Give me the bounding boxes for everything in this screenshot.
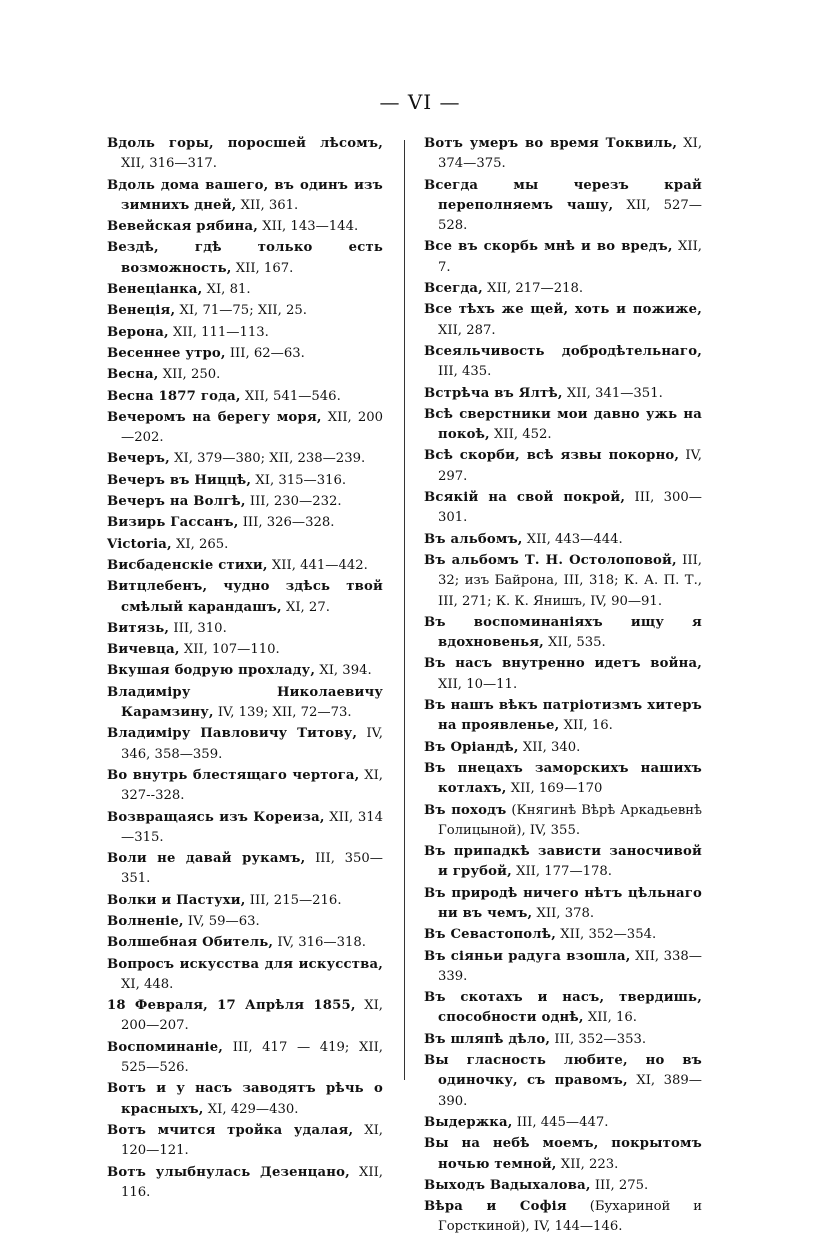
entry-reference: XII, 541—546. [240, 388, 341, 404]
entry-reference: III, 435. [438, 364, 492, 380]
entry-reference: III, 350—351. [121, 851, 383, 887]
entry-title: Визирь Гассанъ, [107, 515, 239, 531]
entry-reference: XII, 341—351. [562, 385, 663, 401]
entry-reference: XII, 452. [489, 427, 552, 443]
entry-title: Волки и Пастухи, [107, 892, 246, 908]
index-entry [107, 933, 383, 953]
entry-reference: (Бухариной и Горсткиной), IV, 144—146. [438, 1199, 702, 1235]
index-entry [107, 387, 383, 407]
entry-reference: XII, 314—315. [121, 809, 383, 845]
index-entry [107, 365, 383, 385]
entry-reference: XII, 10—11. [438, 676, 518, 692]
entry-title: Выдержка, [424, 1114, 513, 1130]
entry-title: Встрѣча въ Ялтѣ, [424, 385, 563, 401]
entry-reference: IV, 316—318. [273, 935, 366, 951]
entry-reference: XI, 379—380; XII, 238—239. [169, 451, 366, 467]
entry-title: Вечеръ въ Ниццѣ, [107, 472, 252, 488]
index-entry [107, 683, 383, 724]
entry-title: Волшебная Обитель, [107, 935, 274, 951]
index-entry [424, 384, 702, 404]
entry-reference: XII, 111—113. [168, 324, 269, 340]
entry-title: Victoria, [107, 536, 172, 552]
index-entry [424, 1176, 702, 1196]
index-entry [107, 619, 383, 639]
entry-title: Вечеръ на Волгѣ, [107, 494, 246, 510]
entry-reference: XII, 116. [121, 1164, 383, 1200]
entry-title: Въ походъ [424, 802, 507, 818]
index-entry [107, 1121, 383, 1162]
entry-reference: III, 275. [590, 1177, 649, 1193]
entry-reference: XII, 177—178. [511, 864, 612, 880]
entry-reference: (Княгинѣ Вѣрѣ Аркадьевнѣ Голицыной), IV, 355. [438, 802, 702, 838]
entry-title: Вечеромъ на берегу моря, [107, 409, 322, 425]
entry-reference: XII, 16. [559, 718, 613, 734]
entry-reference: XI, 27. [281, 599, 330, 615]
index-entry [424, 696, 702, 737]
entry-title: Въ припадкѣ зависти заносчивой и грубой, [424, 844, 702, 880]
entry-title: Витязь, [107, 620, 170, 636]
entry-reference: XI, 327--328. [121, 767, 384, 804]
entry-reference: III, 310. [169, 620, 227, 636]
entry-title: Въ шляпѣ дѣло, [424, 1031, 551, 1047]
entry-reference: III, 215—216. [245, 892, 342, 908]
index-entry [107, 408, 383, 449]
entry-reference: XII, 378. [532, 905, 595, 921]
entry-title: Вѣра и Софія [424, 1199, 567, 1215]
entry-title: Въ Оріандѣ, [424, 739, 519, 755]
entry-reference: III, 445—447. [512, 1114, 609, 1130]
index-entry [424, 1051, 702, 1112]
index-entry [107, 724, 383, 765]
index-entry [424, 988, 702, 1029]
index-entry [107, 912, 383, 932]
index-entry [107, 766, 383, 807]
entry-reference: XII, 217—218. [482, 281, 584, 297]
index-column-right [424, 134, 702, 1239]
index-entry [107, 176, 383, 217]
entry-reference: XII, 352—354. [556, 927, 657, 943]
index-entry [107, 640, 383, 660]
entry-title: Венеція, [107, 303, 176, 319]
index-entry [424, 801, 702, 842]
index-entry [107, 535, 383, 555]
entry-title: Вечеръ, [107, 451, 170, 467]
index-entry [424, 925, 702, 945]
entry-title: Въ скотахъ и насъ, твердишь, способности однѣ, [424, 990, 702, 1026]
index-entry [107, 891, 383, 911]
entry-reference: IV, 346, 358—359. [121, 726, 383, 762]
entry-reference: XII, 443—444. [522, 531, 623, 547]
entry-title: Воли не давай рукамъ, [107, 851, 306, 867]
entry-reference: III, 352—353. [550, 1031, 647, 1047]
entry-reference: XI, 315—316. [251, 472, 347, 488]
entry-title: Вдоль горы, поросшей лѣсомъ, [107, 136, 383, 151]
entry-title: Въ воспоминаніяхъ ищу я вдохновенья, [424, 614, 702, 651]
entry-title: Вездѣ, гдѣ только есть возможность, [107, 240, 383, 276]
entry-title: Вкушая бодрую прохладу, [107, 663, 316, 679]
entry-reference: XII, 167. [231, 260, 294, 276]
index-entry [107, 556, 383, 576]
index-entry [107, 280, 383, 300]
entry-reference: IV, 59—63. [183, 913, 260, 929]
index-column-left [107, 134, 383, 1204]
entry-reference: XII, 338—339. [438, 948, 702, 984]
index-entry [107, 513, 383, 533]
entry-reference: XII, 361. [236, 197, 299, 213]
entry-title: Все въ скорбь мнѣ и во вредъ, [424, 239, 673, 255]
entry-reference: XI, 448. [121, 976, 174, 992]
entry-reference: IV, 139; XII, 72—73. [213, 705, 352, 721]
entry-title: Вотъ и у насъ заводятъ рѣчь о красныхъ, [107, 1081, 383, 1117]
index-entry [424, 842, 702, 883]
entry-title: Весна, [107, 367, 159, 383]
index-entry [424, 947, 702, 988]
entry-title: Волненіе, [107, 913, 184, 929]
index-entry [107, 808, 383, 849]
index-entry [107, 955, 383, 996]
entry-title: Въ альбомъ, [424, 531, 523, 547]
entry-reference: XII, 535. [543, 635, 606, 651]
entry-title: Весна 1877 года, [107, 388, 241, 404]
index-entry [107, 301, 383, 321]
entry-title: Въ насъ внутренно идетъ война, [424, 656, 702, 672]
index-entry [107, 134, 383, 175]
index-entry [107, 996, 383, 1037]
index-entry [107, 217, 383, 237]
entry-title: Весеннее утро, [107, 345, 226, 361]
index-entry [424, 279, 702, 299]
entry-reference: XII, 16. [583, 1010, 637, 1026]
entry-reference: XI, 71—75; XII, 25. [175, 303, 307, 319]
entry-reference: XI, 374—375. [438, 136, 703, 172]
index-entry [424, 405, 702, 446]
entry-title: Вопросъ искусства для искусства, [107, 956, 383, 972]
entry-title: Всѣ сверстники мои давно ужь на покоѣ, [424, 406, 702, 443]
entry-title: Вотъ улыбнулась Дезенцано, [107, 1164, 350, 1180]
entry-title: Вотъ мчится тройка удалая, [107, 1122, 354, 1138]
index-entry [107, 492, 383, 512]
entry-title: Выходъ Вадыхалова, [424, 1177, 591, 1193]
entry-reference: XII, 250. [158, 367, 221, 383]
index-entry [424, 1134, 702, 1175]
entry-title: Витцлебенъ, чудно здѣсь твой смѣлый карандашъ, [107, 579, 383, 615]
entry-reference: XI, 120—121. [121, 1122, 383, 1159]
entry-title: Владиміру Павловичу Титову, [107, 726, 358, 742]
entry-reference: XI, 429—430. [203, 1101, 299, 1117]
entry-title: Всякій на свой покрой, [424, 490, 626, 506]
column-divider [404, 140, 405, 1080]
entry-reference: XI, 81. [202, 282, 251, 298]
index-entry [424, 342, 702, 383]
index-entry [424, 446, 702, 487]
entry-reference: XII, 316—317. [121, 156, 217, 172]
entry-title: 18 Февраля, 17 Апрѣля 1855, [107, 998, 356, 1014]
index-entry [424, 134, 702, 175]
index-entry [107, 238, 383, 279]
entry-title: Вотъ умеръ во время Токвиль, [424, 136, 678, 151]
entry-title: Во внутрь блестящаго чертога, [107, 767, 360, 783]
entry-reference: XII, 287. [438, 322, 496, 338]
entry-reference: XII, 527—528. [438, 197, 702, 234]
entry-reference: XI, 394. [315, 663, 372, 679]
entry-title: Вы гласность любите, но въ одиночку, съ правомъ, [424, 1053, 702, 1089]
index-entry [107, 577, 383, 618]
index-entry [424, 530, 702, 550]
entry-title: Въ Севастополѣ, [424, 927, 557, 943]
entry-title: Все тѣхъ же щей, хоть и пожиже, [424, 302, 702, 318]
index-entry [424, 654, 702, 695]
index-entry [424, 488, 702, 529]
index-entry [107, 471, 383, 491]
index-entry [424, 613, 702, 654]
entry-title: Вы на небѣ моемъ, покрытомъ ночью темной, [424, 1136, 702, 1172]
entry-reference: XII, 143—144. [258, 219, 359, 235]
index-entry [107, 344, 383, 364]
index-entry [424, 1113, 702, 1133]
entry-title: Всеяльчивость добродѣтельнаго, [424, 343, 702, 359]
index-entry [424, 738, 702, 758]
entry-title: Всѣ скорби, всѣ язвы покорно, [424, 448, 680, 464]
index-entry [107, 849, 383, 890]
entry-reference: III, 417 — 419; XII, 525—526. [121, 1039, 383, 1076]
index-entry [424, 237, 702, 278]
entry-title: Венеціанка, [107, 282, 203, 298]
entry-reference: XII, 223. [556, 1156, 619, 1172]
entry-title: Въ природѣ ничего нѣтъ цѣльнаго ни въ чемъ, [424, 885, 702, 921]
index-entry [107, 661, 383, 681]
entry-title: Вичевца, [107, 642, 180, 658]
entry-reference: XI, 389—390. [438, 1073, 702, 1109]
index-entry [107, 323, 383, 343]
entry-title: Висбаденскіе стихи, [107, 557, 268, 573]
index-entry [107, 449, 383, 469]
entry-reference: XII, 169—170 [506, 781, 603, 797]
entry-title: Вдоль дома вашего, въ одинъ изъ зимнихъ дней, [107, 177, 383, 213]
index-entry [424, 300, 702, 341]
entry-reference: III, 326—328. [238, 515, 335, 531]
entry-reference: IV, 297. [438, 448, 703, 484]
index-entry [424, 1030, 702, 1050]
entry-title: Всегда, [424, 281, 483, 297]
entry-reference: XII, 107—110. [179, 642, 280, 658]
entry-reference: XII, 441—442. [267, 557, 368, 573]
entry-title: Въ альбомъ Т. Н. Остолоповой, [424, 552, 677, 568]
entry-title: Владиміру Николаевичу Карамзину, [107, 684, 383, 721]
entry-reference: XII, 200—202. [121, 409, 383, 446]
index-entry [107, 1038, 383, 1079]
entry-reference: III, 300—301. [438, 490, 702, 526]
entry-reference: III, 62—63. [225, 345, 305, 361]
entry-title: Въ нашъ вѣкъ патріотизмъ хитеръ на проявленье, [424, 698, 702, 734]
entry-title: Всегда мы черезъ край переполняемъ чашу, [424, 177, 702, 213]
entry-title: Возвращаясь изъ Кореиза, [107, 809, 325, 825]
index-entry [424, 551, 702, 612]
entry-reference: XI, 200—207. [121, 998, 383, 1034]
entry-reference: XII, 340. [518, 739, 581, 755]
entry-reference: XII, 7. [438, 239, 702, 275]
entry-title: Въ сіяньи радуга взошла, [424, 948, 631, 964]
index-entry [424, 1197, 702, 1238]
index-entry [107, 1163, 383, 1204]
index-entry [424, 176, 702, 237]
page-number: — VI — [379, 90, 461, 114]
entry-reference: III, 230—232. [245, 494, 342, 510]
entry-reference: III, 32; изъ Байрона, III, 318; К. А. П. Т., III, 271; К. К. Янишъ, IV, 90—91. [438, 552, 702, 609]
index-entry [424, 884, 702, 925]
entry-reference: XI, 265. [171, 536, 229, 552]
entry-title: Верона, [107, 324, 169, 340]
index-entry [424, 759, 702, 800]
entry-title: Въ пнецахъ заморскихъ нашихъ котлахъ, [424, 760, 702, 797]
entry-title: Вевейская рябина, [107, 219, 259, 235]
index-entry [107, 1079, 383, 1120]
entry-title: Воспоминаніе, [107, 1039, 224, 1055]
